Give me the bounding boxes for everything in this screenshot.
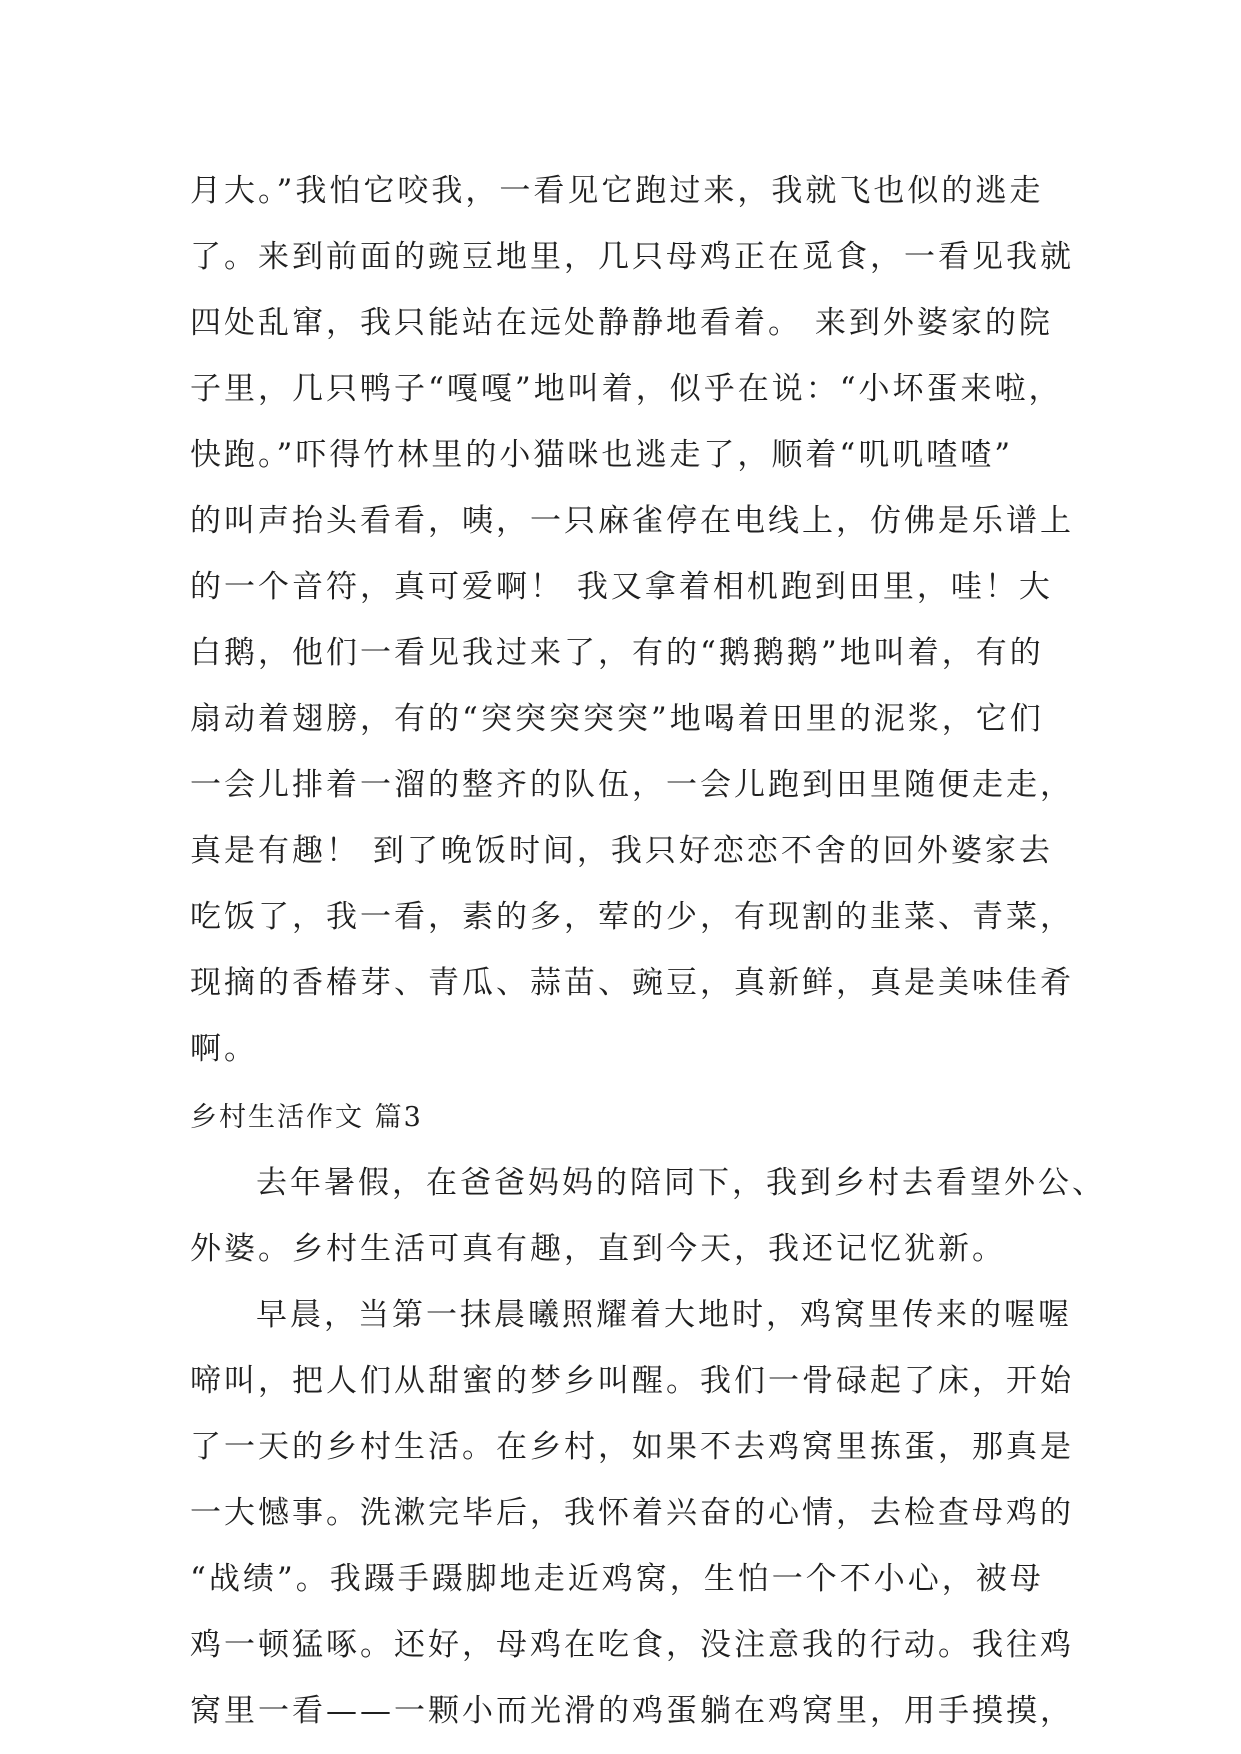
continued-paragraph (190, 158, 1074, 1082)
text-line: 啼叫，把人们从甜蜜的梦乡叫醒。我们一骨碌起了床，开始 (190, 1363, 1074, 1399)
text-line: 子里，几只鸭子“嘎嘎”地叫着，似乎在说：“小坏蛋来啦， (190, 371, 1063, 407)
document-body (190, 158, 1106, 1744)
text-line: 扇动着翅膀，有的“突突突突突”地喝着田里的泥浆，它们 (190, 701, 1044, 737)
text-line: 现摘的香椿芽、青瓜、蒜苗、豌豆，真新鲜，真是美味佳肴 (190, 965, 1074, 1001)
text-line: 啊。 (190, 1031, 258, 1067)
text-line: 一大憾事。洗漱完毕后，我怀着兴奋的心情，去检查母鸡的 (190, 1495, 1074, 1531)
section-heading: 乡村生活作文 篇3 (190, 1102, 423, 1133)
text-line: 了。来到前面的豌豆地里，几只母鸡正在觅食，一看见我就 (190, 239, 1074, 275)
text-line: 白鹅，他们一看见我过来了，有的“鹅鹅鹅”地叫着，有的 (190, 635, 1044, 671)
paragraph-2 (190, 1282, 1074, 1744)
text-line: 真是有趣！ 到了晚饭时间，我只好恋恋不舍的回外婆家去 (190, 833, 1053, 869)
text-line: 的一个音符，真可爱啊！ 我又拿着相机跑到田里，哇！大 (190, 569, 1053, 605)
text-line: 月大。”我怕它咬我，一看见它跑过来，我就飞也似的逃走 (190, 173, 1044, 209)
text-line: 了一天的乡村生活。在乡村，如果不去鸡窝里拣蛋，那真是 (190, 1429, 1074, 1465)
text-line: 早晨，当第一抹晨曦照耀着大地时，鸡窝里传来的喔喔 (256, 1297, 1072, 1333)
text-line: 一会儿排着一溜的整齐的队伍，一会儿跑到田里随便走走， (190, 767, 1074, 803)
text-line: 窝里一看——一颗小而光滑的鸡蛋躺在鸡窝里，用手摸摸， (190, 1693, 1074, 1729)
paragraph-1 (190, 1150, 1106, 1282)
text-line: “战绩”。我蹑手蹑脚地走近鸡窝，生怕一个不小心，被母 (190, 1561, 1044, 1597)
text-line: 吃饭了，我一看，素的多，荤的少，有现割的韭菜、青菜， (190, 899, 1074, 935)
text-line: 快跑。”吓得竹林里的小猫咪也逃走了，顺着“叽叽喳喳” (190, 437, 1014, 473)
text-line: 鸡一顿猛啄。还好，母鸡在吃食，没注意我的行动。我往鸡 (190, 1627, 1074, 1663)
text-line: 外婆。乡村生活可真有趣，直到今天，我还记忆犹新。 (190, 1231, 1006, 1267)
text-line: 去年暑假，在爸爸妈妈的陪同下，我到乡村去看望外公、 (256, 1165, 1106, 1201)
text-line: 的叫声抬头看看，咦，一只麻雀停在电线上，仿佛是乐谱上 (190, 503, 1074, 539)
text-line: 四处乱窜，我只能站在远处静静地看着。 来到外婆家的院 (190, 305, 1053, 341)
